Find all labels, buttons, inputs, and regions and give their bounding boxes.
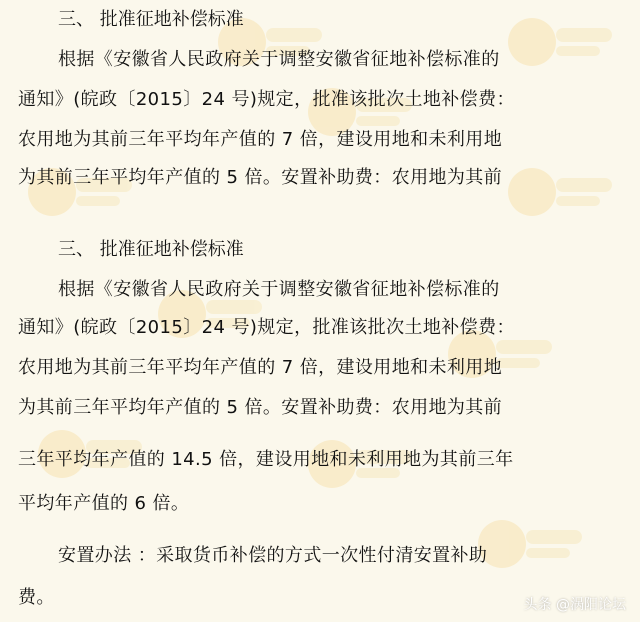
paragraph-line: 通知》(皖政〔2015〕24 号)规定，批准该批次土地补偿费： [18,89,515,110]
source-credit: 头条 @涡阳论坛 [523,597,626,613]
paragraph-line: 三年平均年产值的 14.5 倍，建设用地和未利用地为其前三年 [18,449,514,470]
paragraph-line: 通知》(皖政〔2015〕24 号)规定，批准该批次土地补偿费： [18,317,515,338]
paragraph-line: 安置办法 ：采取货币补偿的方式一次性付清安置补助 [58,545,488,566]
paragraph-line: 农用地为其前三年平均年产值的 7 倍，建设用地和未利用地 [18,129,503,150]
paragraph-line: 根据《安徽省人民政府关于调整安徽省征地补偿标准的 [58,279,500,300]
section-heading: 三、 批准征地补偿标准 [58,239,244,260]
paragraph-line: 费。 [18,587,55,608]
paragraph-line: 根据《安徽省人民政府关于调整安徽省征地补偿标准的 [58,49,500,70]
paragraph-line: 农用地为其前三年平均年产值的 7 倍，建设用地和未利用地 [18,357,503,378]
paragraph-line: 为其前三年平均年产值的 5 倍。安置补助费：农用地为其前 [18,397,503,418]
section-heading: 三、 批准征地补偿标准 [58,9,244,30]
paragraph-line: 为其前三年平均年产值的 5 倍。安置补助费：农用地为其前 [18,167,503,188]
paragraph-line: 平均年产值的 6 倍。 [18,493,190,514]
